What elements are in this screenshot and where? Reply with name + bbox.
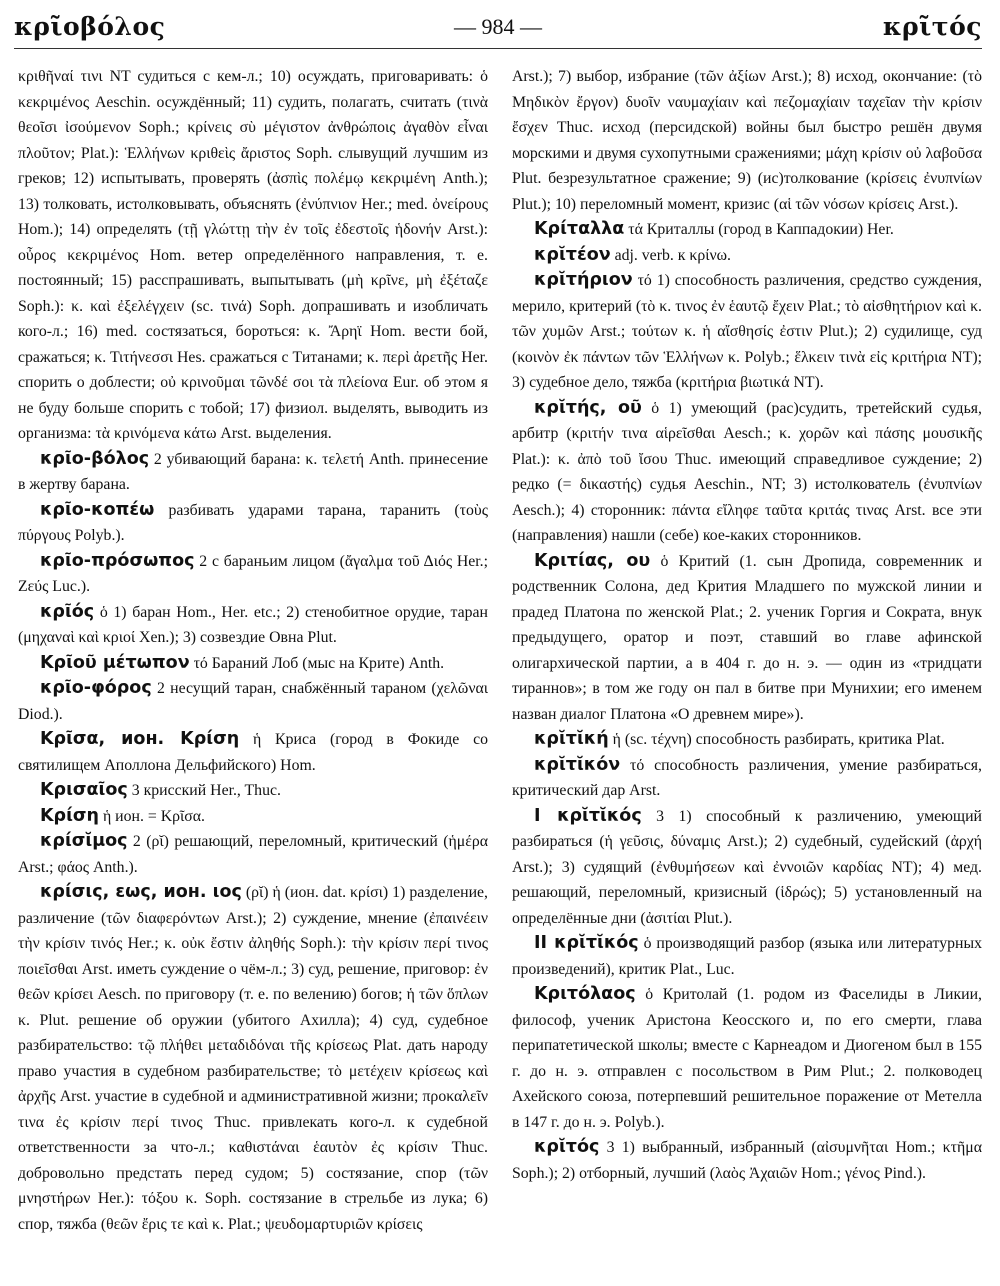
entry-text: 3 1) способный к различению, умеющий разбираться (ἡ γεῦσις, δύναμις Arst.); 2) судебный, судейский (ἀρχή Arst.); 3) судящий (ἐνθυμήσεων καὶ ἐννοιῶν καρδίας NT); 4) мед. решающий, переломный, кризисный (ἱδρώς); 5) установленный на определённые дни (ἀσιτίαι Plut.).	[512, 807, 982, 927]
entry-text: Arst.); 7) выбор, избрание (τῶν ἀξίων Arst.); 8) исход, окончание: (τὸ Μηδικὸν ἔργον) δυοῖν ναυμαχίαιν καὶ πεζομαχίαιν ταχεῖαν τὴν κρίσιν ἔσχεν Thuc. исход (персидской) войны был быстро решён двумя морскими и двумя сухопутными сражениями; μάχη κρίσιν οὐ λαβοῦσα Plut. безрезультатное сражение; 9) (ис)толкование (κρίσεις ἐνυπνίων Plut.); 10) переломный момент, кризис (αἱ τῶν νόσων κρίσεις Arst.).	[512, 68, 982, 213]
dictionary-entry	[512, 982, 982, 1135]
entry-headword: κρῐτῐκόν	[534, 754, 621, 775]
entry-headword: κρῖο-βόλος	[40, 448, 150, 469]
dictionary-entry	[512, 727, 982, 753]
entry-headword: Κριτόλαος	[534, 984, 636, 1004]
entry-text: κριθῆναί τινι NT судиться с кем-л.; 10) осуждать, приговаривать: ὁ κεκριμένος Aeschin. осуждённый; 11) судить, полагать, считать (τινὰ θεοῖσι ἰσούμενον Soph.; κρίνεις σὺ μέγιστον ἀνθρώποις ἀγαθὸν εἶναι πλοῦτον; Plat.): Ἑλλήνων κριθεὶς ἄριστος Soph. слывущий лучшим из греков; 12) испытывать, проверять (ἀσπὶς πολέμῳ κεκριμένη Anth.); 13) толковать, истолковывать, объяснять (ἐνύπνιον Her.; med. ὀνείρους Hom.); 14) определять (τῇ γλώττῃ τὴν ἐν τοῖς ἐδεστοῖς ἡδονήν Arst.): οὖρος κεκριμένος Hom. ветер определённого направления, т. е. постоянный; 15) расспрашивать, выпытывать (μὴ κρῖνε, μὴ ἐξέταζε Soph.): κ. καὶ ἐξελέγχειν (sc. τινά) Soph. допрашивать и изобличать кого-л.; 16) med. состязаться, бороться: κ. Ἄρηϊ Hom. вести бой, сражаться; κ. Τιτήνεσσι Hes. сражаться с Титанами; κ. περὶ ἀρετῆς Her. спорить о доблести; οὐ κρινοῦμαι τῶνδέ σοι τὰ πλείονα Eur. об этом я не буду больше спорить с тобой; 17) физиол. выделять, выводить из организма: τὰ κρινόμενα κάτω Arst. выделения.	[18, 68, 488, 442]
entry-text: (ρῐ) ἡ (ион. dat. κρίσι) 1) разделение, различение (τῶν διαφερόντων Arst.); 2) суждение, мнение (ἐπαινέειν τὴν κρίσιν τινός Her.; κ. οὐκ ἔστιν ἀληθής Soph.): τὴν κρίσιν περί τινος ποιεῖσθαι Arst. иметь суждение о чём-л.; 3) суд, решение, приговор: ἐν θεῶν κρίσει Aesch. по приговору (т. е. по велению) богов; ἡ τῶν ὅπλων κ. Plut. решение об оружии (убитого Ахилла); 4) суд, судебное разбирательство: τῷ πλήθει μεταδιδόναι τῆς κρίσεως Plat. дать народу право участия в судебном разбирательстве; τὸ μετέχειν κρίσεως καὶ ἀρχῆς Arst. участие в судебной и административной жизни; προκαλεῖν τινα ἐς κρίσιν περί τινος Thuc. привлекать кого-л. к судебной ответственности за что-л.; καθιστάναι ἑαυτὸν ἐς κρίσιν Thuc. добровольно предстать перед судом; 5) состязание, спор (τῶν μνηστήρων Her.): τόξου κ. Soph. состязание в стрельбе из лука; 6) спор, тяжба (θεῶν ἔρις τε καὶ κ. Plat.; ψευδομαρτυριῶν κρίσεις	[18, 884, 488, 1233]
entry-headword: κρῖο-φόρος	[40, 678, 152, 698]
entry-text: 2 (ρῐ) решающий, переломный, критический (ἡμέρα Arst.; φάος Anth.).	[18, 833, 488, 876]
entry-headword: κρίσῐμος	[40, 831, 128, 851]
entry-text: adj. verb. к κρίνω.	[610, 246, 731, 264]
entry-text: ἡ (sc. τέχνη) способность разбирать, критика Plat.	[608, 731, 945, 748]
entry-text: τό 1) способность различения, средство суждения, мерило, критерий (τὸ κ. τινος ἐν ἑαυτῷ ἔχειν Plat.; τὸ αἰσθητήριον καὶ κ. τῶν χυμῶν Arst.; τούτων κ. ἡ αἴσθησίς ἐστιν Plut.); 2) судилище, суд (κοινὸν ἐκ πάντων τῶν Ἑλλήνων κ. Polyb.; ἕλκειν τινὰ εἰς κριτήρια NT); 3) судебное дело, тяжба (κριτήρια βιωτικά NT).	[512, 272, 982, 391]
dictionary-entry	[512, 217, 982, 243]
right-running-headword: κρῖτός	[882, 12, 982, 41]
entry-text: ὁ производящий разбор (языка или литературных произведений), критик Plat., Luc.	[512, 935, 982, 978]
entry-headword: Κρίση	[40, 805, 99, 826]
entry-headword: Κρῖοῦ μέτωπον	[40, 652, 190, 673]
entry-headword: κρῖο-πρόσωπος	[40, 550, 195, 571]
dictionary-entry	[512, 396, 982, 549]
dictionary-entry	[512, 804, 982, 932]
entry-text: ὁ 1) баран Hom., Her. etc.; 2) стенобитное орудие, таран (μηχαναὶ καὶ κριοί Xen.); 3) созвездие Овна Plut.	[18, 603, 488, 646]
dictionary-entry	[18, 549, 488, 600]
dictionary-entry	[18, 498, 488, 549]
entry-headword: Κρίταλλα	[534, 219, 625, 239]
page-number: — 984 —	[454, 14, 542, 39]
left-column	[18, 64, 488, 1276]
dictionary-entry	[512, 931, 982, 982]
dictionary-entry	[512, 243, 982, 269]
dictionary-entry	[512, 753, 982, 804]
entry-text: ὁ 1) умеющий (рас)судить, третейский судья, арбитр (κριτήν τινα αἱρεῖσθαι Aesch.; κ. χορῶν καὶ πάσης μουσικῆς Plat.): κ. ἀπὸ τοῦ ἴσου Thuc. имеющий справедливое суждение; 2) редко (= δικαστής) судья Aeschin., NT; 3) истолкователь (ἐνυπνίων Aesch.); 4) сторонник: πάντα εἴληφε ταῦτα κριτάς τινας Arst. все эти (направления) нашли (себе) кое-каких сторонников.	[512, 399, 982, 544]
dictionary-entry	[18, 676, 488, 727]
dictionary-entry	[512, 268, 982, 396]
dictionary-entry	[512, 549, 982, 728]
entry-text: ἡ Криса (город в Фокиде со святилищем Аполлона Дельфийского) Hom.	[18, 731, 488, 774]
dictionary-entry	[18, 829, 488, 880]
entry-text: 2 с бараньим лицом (ἄγαλμα τοῦ Διός Her.; Ζεύς Luc.).	[18, 552, 488, 595]
entry-text: разбивать ударами тарана, таранить (τοὺς πύργους Polyb.).	[18, 501, 488, 544]
entry-text: ὁ Критий (1. сын Дропида, современник и родственник Солона, дед Крития Младшего по мужской линии и прадед Платона по женской Plat.; 2. ученик Горгия и Сократа, внук предыдущего, оратор и поэт, ставший во главе афинской олигархической партии, а в 404 г. до н. э. — один из «тридцати тираннов»; в том же году он пал в битве при Мунихии; его именем назван диалог Платона «О древнем мире»).	[512, 552, 982, 723]
left-running-headword: κρῖοβόλος	[14, 12, 166, 41]
dictionary-entry	[18, 727, 488, 778]
entry-text: 2 убивающий барана: κ. τελετή Anth. принесение в жертву барана.	[18, 450, 488, 493]
dictionary-entry	[18, 880, 488, 1237]
entry-headword: Κρισαῖος	[40, 780, 128, 800]
entry-headword: Κριτίας, ου	[534, 550, 651, 571]
entry-text: 2 несущий таран, снабжённый тараном (χελῶναι Diod.).	[18, 680, 488, 723]
dictionary-entry	[18, 778, 488, 804]
dictionary-entry	[18, 447, 488, 498]
page-header	[14, 10, 982, 44]
entry-text: τό способность различения, умение разбираться, критический дар Arst.	[512, 756, 982, 799]
entry-continuation	[512, 64, 982, 217]
entry-text: ὁ Критолай (1. родом из Фаселиды в Ликии, философ, ученик Аристона Кеосского и, по его смерти, глава перипатетической школы; вместе с Карнеадом и Диогеном был в 155 г. до н. э. отправлен с посольством в Рим Plut.; 2. полководец Ахейского союза, потерпевший решительное поражение от Метелла в 147 г. до н. э. Polyb.).	[512, 986, 982, 1131]
entry-headword: κρίσις, εως, ион. ιος	[40, 882, 242, 902]
entry-headword: κρῐτέον	[534, 244, 611, 265]
dictionary-entry	[18, 804, 488, 830]
entry-headword: κρῐτῐκή	[534, 729, 609, 749]
entry-headword: κρῐτήριον	[534, 270, 633, 290]
dictionary-entry	[18, 600, 488, 651]
dictionary-entry	[18, 651, 488, 677]
entry-headword: Κρῖσα, ион. Κρίση	[40, 729, 240, 749]
entry-text: τά Криталлы (город в Каппадокии) Her.	[624, 221, 894, 238]
entry-headword: κρῐτός	[534, 1137, 600, 1157]
entry-text: ἡ ион. = Κρῖσα.	[99, 807, 206, 825]
dictionary-entry	[512, 1135, 982, 1186]
header-rule	[14, 48, 982, 49]
entry-text: 3 1) выбранный, избранный (αἰσυμνῆται Hom.; κτῆμα Soph.); 2) отборный, лучший (λαὸς Ἀχαιῶν Hom.; γένος Pind.).	[512, 1139, 982, 1182]
entry-headword: II κρῐτῐκός	[534, 933, 639, 953]
entry-headword: κρῖός	[40, 601, 95, 622]
right-column	[512, 64, 982, 1276]
entry-text: τό Бараний Лоб (мыс на Крите) Anth.	[189, 654, 445, 672]
entry-headword: κρῖο-κοπέω	[40, 499, 155, 520]
entry-text: 3 крисский Her., Thuc.	[127, 782, 281, 799]
entry-headword: κρῐτής, οῦ	[534, 397, 642, 418]
entry-headword: I κρῐτῐκός	[534, 805, 642, 826]
entry-continuation	[18, 64, 488, 447]
